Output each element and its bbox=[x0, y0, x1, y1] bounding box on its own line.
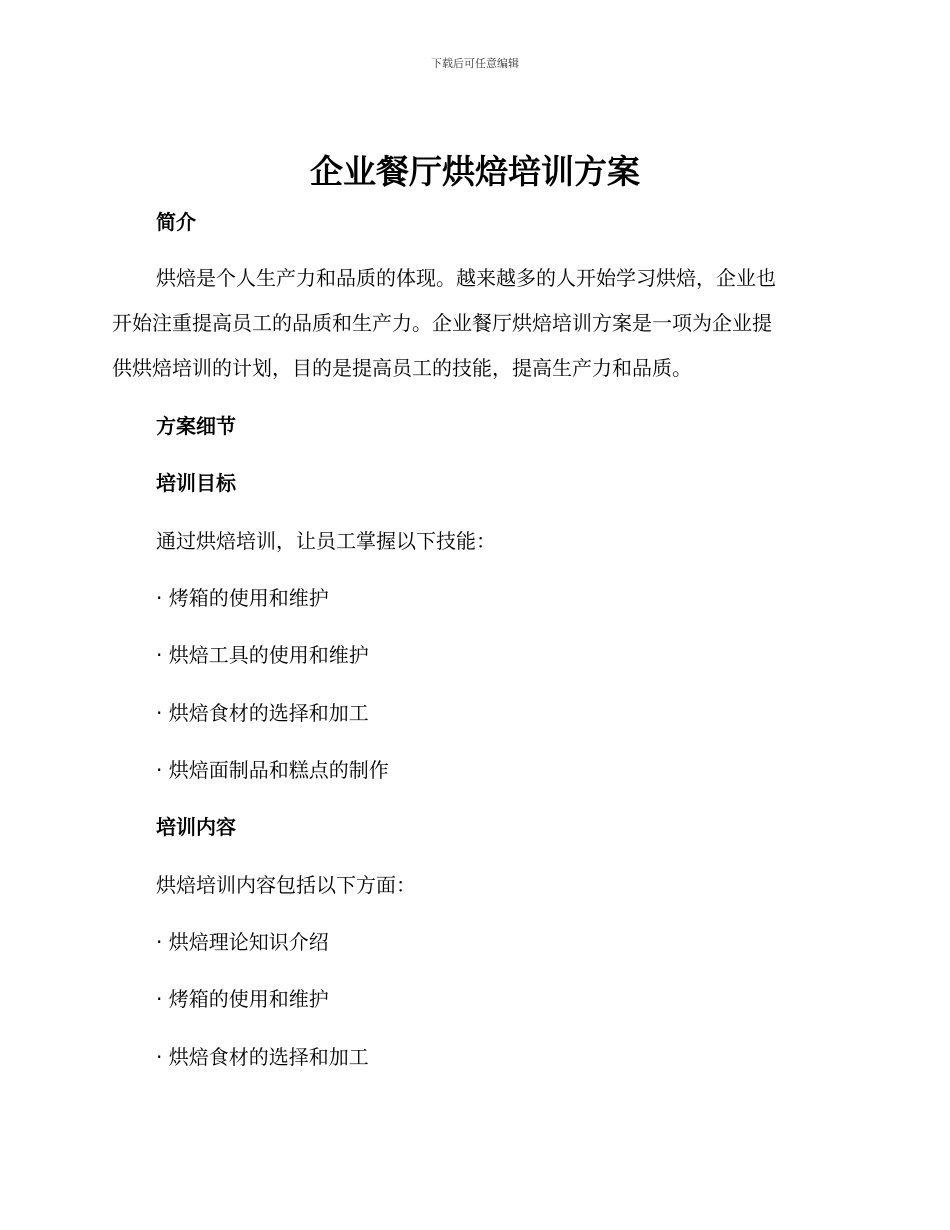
details-heading: 方案细节 bbox=[156, 414, 236, 438]
content-list-item: · 烤箱的使用和维护 bbox=[156, 987, 329, 1011]
content-intro: 烘焙培训内容包括以下方面： bbox=[156, 873, 416, 897]
intro-heading: 简介 bbox=[156, 210, 196, 234]
goals-list-item: · 烘焙食材的选择和加工 bbox=[156, 701, 369, 725]
intro-line: 供烘焙培训的计划，目的是提高员工的技能，提高生产力和品质。 bbox=[112, 356, 692, 380]
header-note: 下载后可任意编辑 bbox=[431, 57, 519, 70]
goals-heading: 培训目标 bbox=[156, 471, 236, 495]
content-list-item: · 烘焙理论知识介绍 bbox=[156, 930, 329, 954]
document-title: 企业餐厅烘焙培训方案 bbox=[310, 152, 640, 191]
goals-list-item: · 烤箱的使用和维护 bbox=[156, 586, 329, 610]
intro-line: 开始注重提高员工的品质和生产力。企业餐厅烘焙培训方案是一项为企业提 bbox=[112, 311, 772, 335]
content-list-item: · 烘焙食材的选择和加工 bbox=[156, 1045, 369, 1069]
intro-line: 烘焙是个人生产力和品质的体现。越来越多的人开始学习烘焙，企业也 bbox=[156, 266, 776, 290]
intro-paragraph bbox=[112, 256, 832, 391]
goals-intro: 通过烘焙培训，让员工掌握以下技能： bbox=[156, 529, 496, 553]
goals-list-item: · 烘焙面制品和糕点的制作 bbox=[156, 758, 389, 782]
goals-list-item: · 烘焙工具的使用和维护 bbox=[156, 643, 369, 667]
content-heading: 培训内容 bbox=[156, 815, 236, 839]
